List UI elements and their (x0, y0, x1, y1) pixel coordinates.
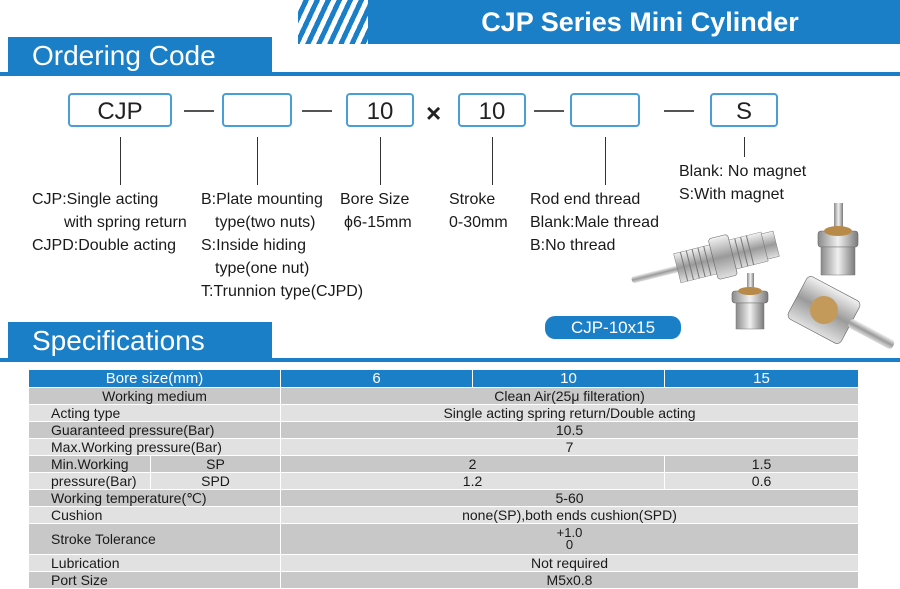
row-label: Min.Working (29, 456, 151, 473)
code-box-thread (570, 93, 640, 127)
row-label: Guaranteed pressure(Bar) (29, 422, 281, 439)
spec-table (28, 369, 859, 589)
row-value: Clean Air(25μ filteration) (281, 388, 859, 405)
row-value: 10.5 (281, 422, 859, 439)
tolerance-lower: 0 (565, 537, 574, 552)
code-box-bore: 10 (346, 93, 414, 127)
connector-line (744, 137, 745, 157)
code-box-stroke: 10 (458, 93, 526, 127)
row-label: pressure(Bar) (29, 473, 151, 490)
desc-type: CJP:Single acting with spring return CJPD:Double acting (32, 191, 187, 254)
desc-bore: Bore Size ϕ6-15mm (340, 191, 412, 231)
table-row (29, 507, 859, 524)
table-row (29, 388, 859, 405)
table-row (29, 555, 859, 572)
code-dash (534, 110, 564, 112)
code-box-mounting (222, 93, 292, 127)
spec-heading: Specifications (8, 322, 272, 360)
header-bore-label: Bore size(mm) (29, 370, 281, 388)
header-stripes (298, 0, 368, 44)
model-tag: CJP-10x15 (545, 316, 681, 339)
table-row (29, 524, 859, 555)
header-bore-15: 15 (665, 370, 859, 388)
desc-magnet: Blank: No magnet S:With magnet (679, 163, 807, 203)
table-row (29, 422, 859, 439)
desc-thread: Rod end thread Blank:Male thread B:No thread (530, 191, 659, 254)
connector-line (120, 137, 121, 185)
header-bore-6: 6 (281, 370, 473, 388)
page-title: CJP Series Mini Cylinder (481, 7, 799, 37)
table-row (29, 572, 859, 589)
row-value: 0.6 (665, 473, 859, 490)
times-symbol: × (426, 98, 442, 128)
code-box-series: CJP (68, 93, 172, 127)
row-value: Not required (281, 555, 859, 572)
code-dash (302, 110, 332, 112)
connector-line (492, 137, 493, 185)
table-row (29, 473, 859, 490)
header-bore-10: 10 (473, 370, 665, 388)
row-label: Working medium (29, 388, 281, 405)
table-row (29, 456, 859, 473)
code-dash (664, 110, 694, 112)
connector-line (257, 137, 258, 185)
row-label: Cushion (29, 507, 281, 524)
row-value: 1.5 (665, 456, 859, 473)
row-value: 1.2 (281, 473, 665, 490)
row-sublabel-spd: SPD (151, 473, 281, 490)
table-row (29, 490, 859, 507)
row-value (281, 524, 859, 555)
row-label: Lubrication (29, 555, 281, 572)
connector-line (605, 137, 606, 185)
row-label: Port Size (29, 572, 281, 589)
code-box-magnet: S (710, 93, 778, 127)
row-label: Working temperature(℃) (29, 490, 281, 507)
desc-mounting: B:Plate mounting type(two nuts) S:Inside hiding type(one nut) T:Trunnion type(CJPD) (201, 191, 364, 300)
row-value: 7 (281, 439, 859, 456)
row-value: 5-60 (281, 490, 859, 507)
code-dash (184, 110, 214, 112)
tolerance-upper: +1.0 (556, 525, 583, 540)
row-value: none(SP),both ends cushion(SPD) (281, 507, 859, 524)
row-label: Stroke Tolerance (29, 524, 281, 555)
row-label: Acting type (29, 405, 281, 422)
table-header-row (29, 370, 859, 388)
row-value: M5x0.8 (281, 572, 859, 589)
row-label: Max.Working pressure(Bar) (29, 439, 281, 456)
connector-line (380, 137, 381, 185)
table-row (29, 439, 859, 456)
table-row (29, 405, 859, 422)
row-value: Single acting spring return/Double acting (281, 405, 859, 422)
ordering-heading: Ordering Code (8, 37, 272, 75)
desc-stroke: Stroke 0-30mm (449, 191, 508, 231)
row-sublabel-sp: SP (151, 456, 281, 473)
row-value: 2 (281, 456, 665, 473)
